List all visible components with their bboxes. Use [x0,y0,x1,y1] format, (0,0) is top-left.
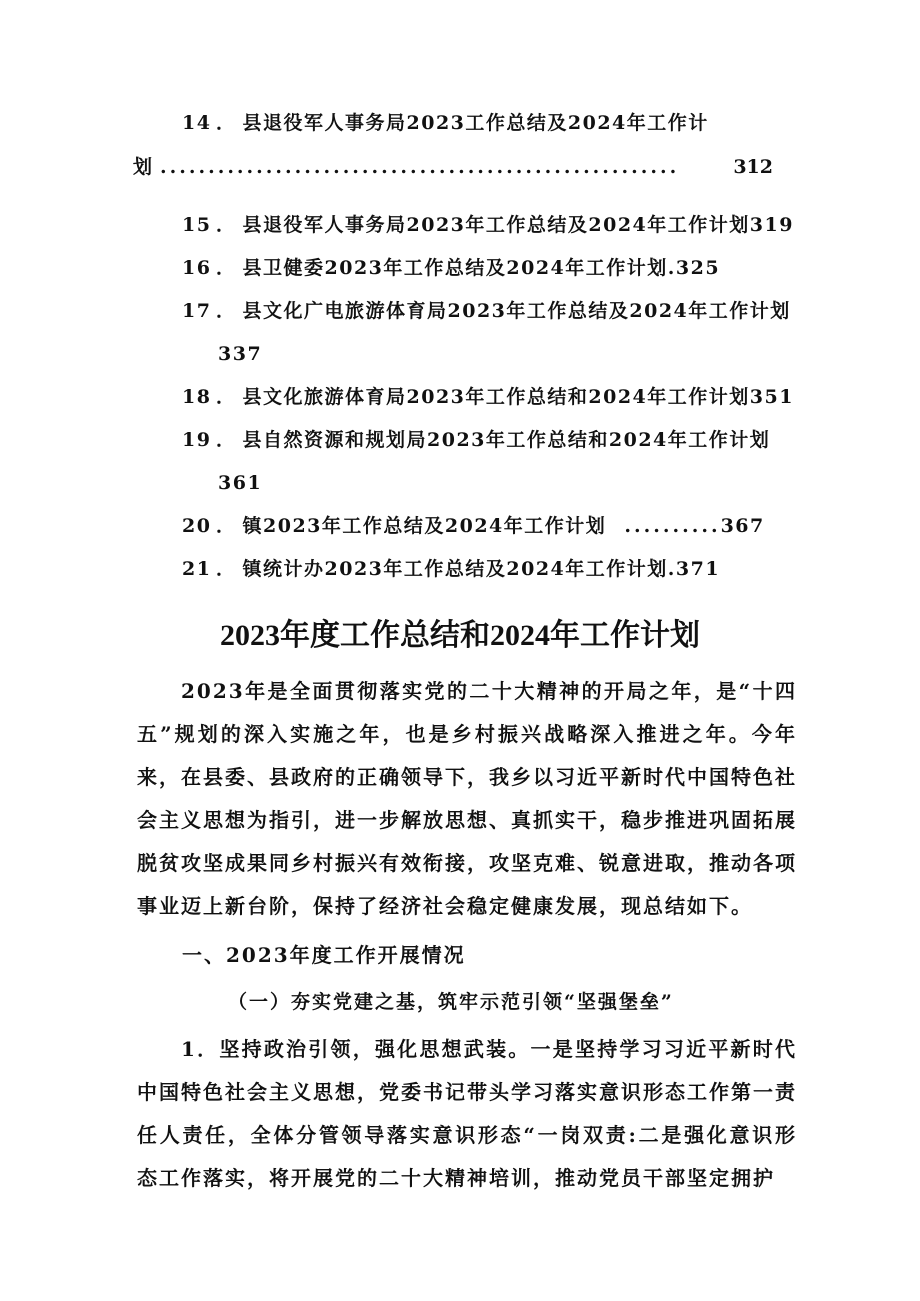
toc-item-number: 19 [182,429,212,451]
body-text: 1．坚持政治引领，强化思想武装。一是坚持学习习近平新时代中国特色社会主义思想，党委书记带头学习落实意识形态工作第一责任人责任，全体分管领导落实意识形态“一岗双责:二是强化意识形态工作落实，将开展党的二十大精神培训，推动党员干部坚定拥护 [137,1037,797,1190]
toc-item-number: 18 [182,386,212,408]
toc-item-number: 20 [182,515,212,537]
toc-item-20[interactable] [182,514,765,538]
toc-item-number: 17 [182,300,212,322]
toc-item-dot: ． [216,300,237,322]
toc-item-dot: ． [216,429,237,451]
toc-item-21[interactable] [182,557,720,581]
toc-item-title: 县退役军人事务局2023工作总结及2024年工作计 [242,112,709,134]
toc-item-number: 21 [182,558,212,580]
toc-item-dot: ． [216,515,237,537]
toc-item-15[interactable] [182,213,794,237]
toc-item-title: 镇统计办2023年工作总结及2024年工作计划.371 [242,558,721,580]
toc-item-dot: ． [216,214,237,236]
toc-item-title-wrap: 划 [133,156,153,178]
toc-item-17-page[interactable]: 337 [218,343,263,365]
section-heading-1: 一、2023年度工作开展情况 [182,943,466,967]
document-title: 2023年度工作总结和2024年工作计划 [220,619,700,652]
toc-item-18[interactable] [182,385,794,409]
toc-item-title: 县文化广电旅游体育局2023年工作总结及2024年工作计划 [242,300,791,322]
body-paragraph-1 [137,1028,797,1200]
toc-item-dot: ． [216,386,237,408]
toc-item-title: 镇2023年工作总结及2024年工作计划 [242,515,607,537]
toc-item-number: 15 [182,214,212,236]
toc-page-number: 312 [733,156,773,178]
toc-item-dot: ． [216,558,237,580]
toc-page-number: 367 [720,515,765,537]
toc-item-title: 县自然资源和规划局2023年工作总结和2024年工作计划 [242,429,771,451]
toc-item-title: 县卫健委2023年工作总结及2024年工作计划.325 [242,257,721,279]
toc-item-number: 16 [182,257,212,279]
intro-paragraph [137,670,797,928]
toc-item-16[interactable] [182,256,720,280]
toc-leader-dots: .......... [624,515,721,537]
toc-leader-dots: ...................................................... [160,156,680,178]
toc-item-number: 14 [182,112,212,134]
toc-item-dot: ． [216,112,237,134]
toc-item-title: 县文化旅游体育局2023年工作总结和2024年工作计划351 [242,386,794,408]
subsection-heading-1: （一）夯实党建之基，筑牢示范引领“坚强堡垒” [228,991,674,1013]
toc-item-17[interactable] [182,299,791,323]
toc-item-title: 县退役军人事务局2023年工作总结及2024年工作计划319 [242,214,794,236]
toc-item-dot: ． [216,257,237,279]
toc-item-14-continuation[interactable] [133,155,773,179]
toc-item-14[interactable] [182,111,709,135]
intro-text: 2023年是全面贯彻落实党的二十大精神的开局之年，是“十四五”规划的深入实施之年，也是乡村振兴战略深入推进之年。今年来，在县委、县政府的正确领导下，我乡以习近平新时代中国特色社会主义思想为指引，进一步解放思想、真抓实干，稳步推进巩固拓展脱贫攻坚成果同乡村振兴有效衔接，攻坚克难、锐意进取，推动各项事业迈上新台阶，保持了经济社会稳定健康发展，现总结如下。 [137,679,797,918]
toc-item-19-page[interactable]: 361 [218,472,263,494]
toc-item-19[interactable] [182,428,770,452]
